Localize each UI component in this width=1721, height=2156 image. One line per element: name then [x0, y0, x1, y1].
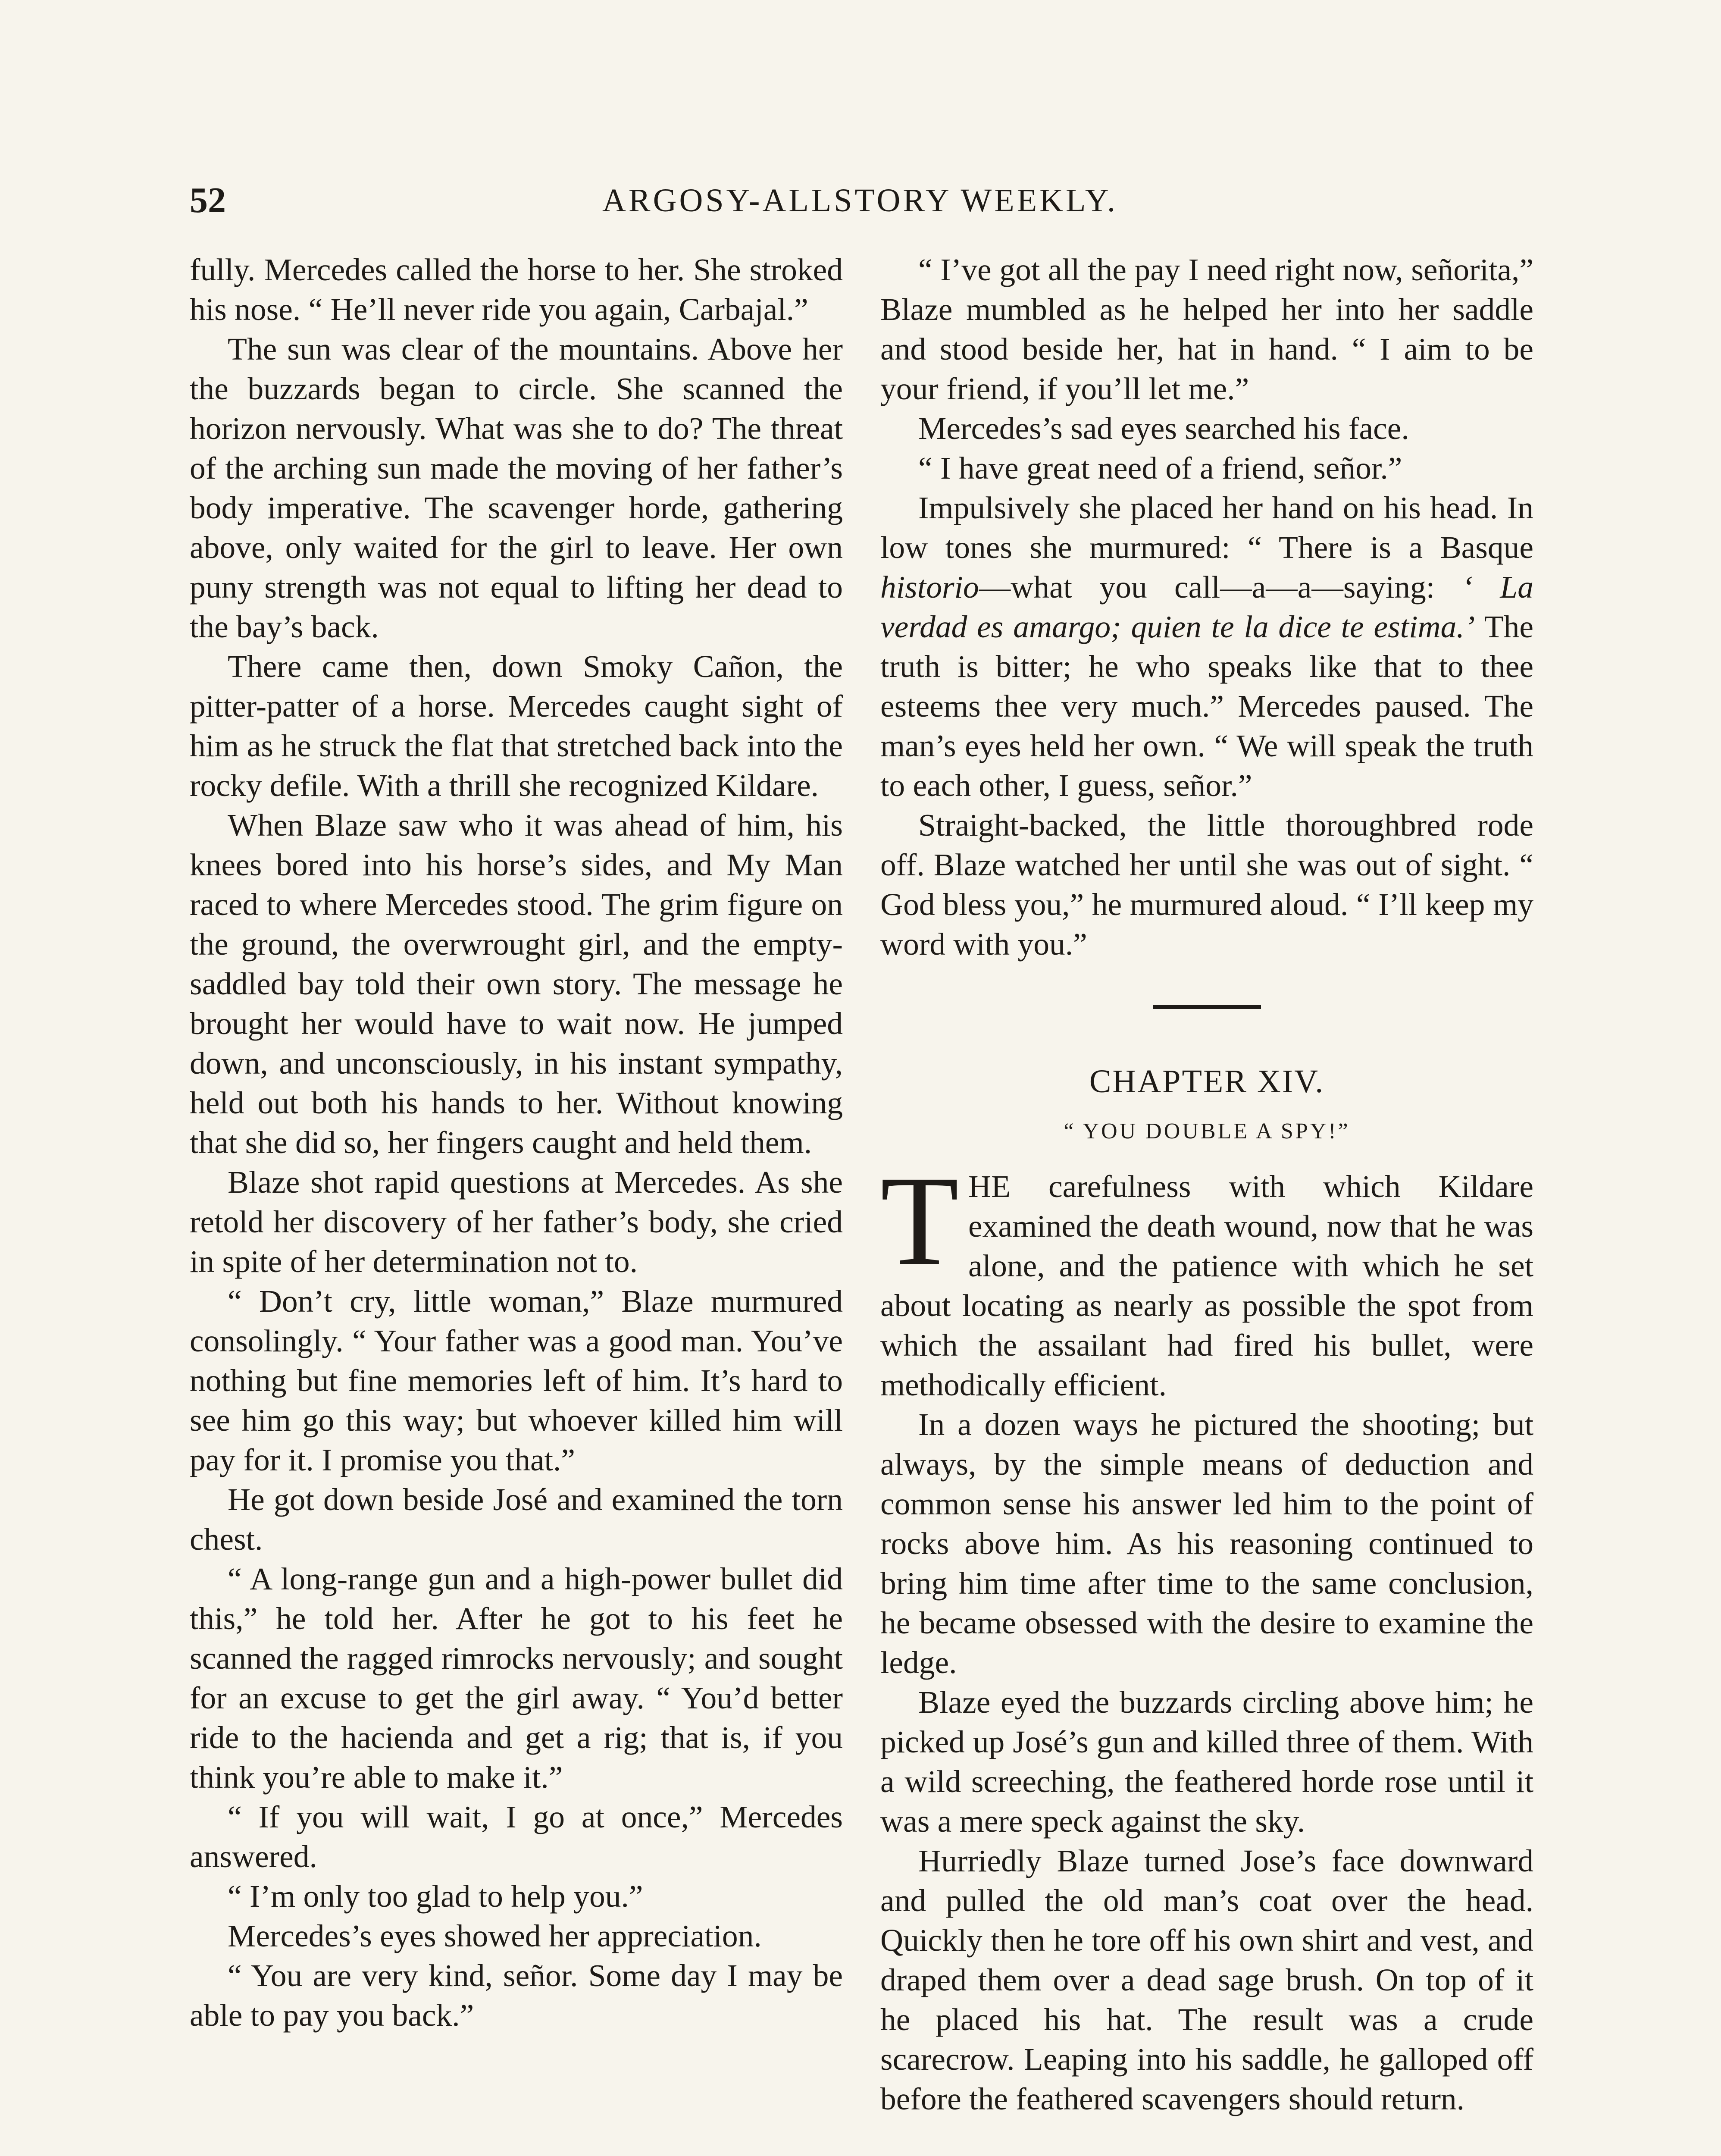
page-header: [190, 177, 1530, 224]
paragraph: Straight-backed, the little thoroughbred rode off. Blaze watched her until she was out of sight. “ God bless you,” he murmured aloud. “ I’ll keep my word with you.”: [880, 808, 1533, 962]
paragraph: There came then, down Smoky Cañon, the pitter-patter of a horse. Mercedes caught sight of him as he struck the flat that stretched back into the rocky defile. With a thrill she recognized Kildare.: [190, 649, 843, 803]
drop-cap: T: [880, 1150, 959, 1292]
paragraph: “ I’m only too glad to help you.”: [228, 1879, 643, 1914]
chapter-subtitle: “ YOU DOUBLE A SPY!”: [1064, 1119, 1350, 1144]
section-divider: [1153, 1005, 1261, 1009]
basque-saying-paragraph: [880, 488, 1533, 805]
spanish-saying: ‘ La verdad es amargo; quien te la dice te estima.’: [880, 570, 1533, 644]
text-run: —what you call—a—a—saying:: [979, 570, 1462, 605]
page-number: 52: [190, 180, 226, 220]
right-column: [880, 250, 1533, 2119]
paragraph: “ A long-range gun and a high-power bullet did this,” he told her. After he got to his feet he scanned the ragged rimrocks nervously; and sought for an excuse to get the girl away. “ You’d better ride to the hacienda and get a rig; that is, if you think you’re able to make it.”: [190, 1561, 843, 1795]
chapter-opening-paragraph: [880, 1150, 1533, 1405]
text-run: HE carefulness with which Kildare examined the death wound, now that he was alone, and the patience with which he set about locating as nearly as possible the spot from which the assailant had fired his bullet, were methodically efficient.: [880, 1169, 1533, 1402]
paragraph: “ If you will wait, I go at once,” Mercedes answered.: [190, 1799, 843, 1874]
paragraph: Blaze shot rapid questions at Mercedes. As she retold her discovery of her father’s body, she cried in spite of her determination not to.: [190, 1165, 843, 1279]
paragraph: When Blaze saw who it was ahead of him, his knees bored into his horse’s sides, and My Man raced to where Mercedes stood. The grim figure on the ground, the overwrought girl, and the empty-saddled bay told their own story. The message he brought her would have to wait now. He jumped down, and unconsciously, in his instant sympathy, held out both his hands to her. Without knowing that she did so, her fingers caught and held them.: [190, 808, 843, 1160]
paragraph: “ Don’t cry, little woman,” Blaze murmured consolingly. “ Your father was a good man. You’ve nothing but fine memories left of him. It’s hard to see him go this way; but whoever killed him will pay for it. I promise you that.”: [190, 1284, 843, 1477]
italic-term: historio: [880, 570, 979, 605]
paragraph: In a dozen ways he pictured the shooting; but always, by the simple means of deduction and common sense his answer led him to the point of rocks above him. As his reasoning continued to bring him time after time to the same conclusion, he became obsessed with the desire to examine the ledge.: [880, 1407, 1533, 1680]
text-run: The truth is bitter; he who speaks like that to thee esteems thee very much.” Mercedes paused. The man’s eyes held her own. “ We will speak the truth to each other, I guess, señor.”: [880, 609, 1533, 803]
text-run: Impulsively she placed her hand on his head. In low tones she murmured: “ There is a Basque: [880, 490, 1533, 565]
paragraph: “ I have great need of a friend, señor.”: [918, 451, 1402, 486]
paragraph: Hurriedly Blaze turned Jose’s face downward and pulled the old man’s coat over the head. Quickly then he tore off his own shirt and vest, and draped them over a dead sage brush. On top of it he placed his hat. The result was a crude scarecrow. Leaping into his saddle, he galloped off before the feathered scavengers should return.: [880, 1843, 1533, 2116]
paragraph: Blaze eyed the buzzards circling above him; he picked up José’s gun and killed three of them. With a wild screeching, the feathered horde rose until it was a mere speck against the sky.: [880, 1685, 1533, 1839]
paragraph: Mercedes’s sad eyes searched his face.: [918, 411, 1409, 446]
running-title: ARGOSY-ALLSTORY WEEKLY.: [602, 182, 1118, 219]
paragraph: fully. Mercedes called the horse to her. She stroked his nose. “ He’ll never ride you again, Carbajal.”: [190, 252, 843, 327]
paragraph: The sun was clear of the mountains. Above her the buzzards began to circle. She scanned the horizon nervously. What was she to do? The threat of the arching sun made the moving of her father’s body imperative. The scavenger horde, gathering above, only waited for the girl to leave. Her own puny strength was not equal to lifting her dead to the bay’s back.: [190, 332, 843, 644]
left-column: [190, 250, 843, 2035]
chapter-title: CHAPTER XIV.: [1089, 1063, 1325, 1100]
paragraph: Mercedes’s eyes showed her appreciation.: [228, 1918, 762, 1953]
paragraph: He got down beside José and examined the torn chest.: [190, 1482, 843, 1557]
paragraph: “ I’ve got all the pay I need right now, señorita,” Blaze mumbled as he helped her into her saddle and stood beside her, hat in hand. “ I aim to be your friend, if you’ll let me.”: [880, 252, 1533, 406]
paragraph: “ You are very kind, señor. Some day I may be able to pay you back.”: [190, 1958, 843, 2033]
